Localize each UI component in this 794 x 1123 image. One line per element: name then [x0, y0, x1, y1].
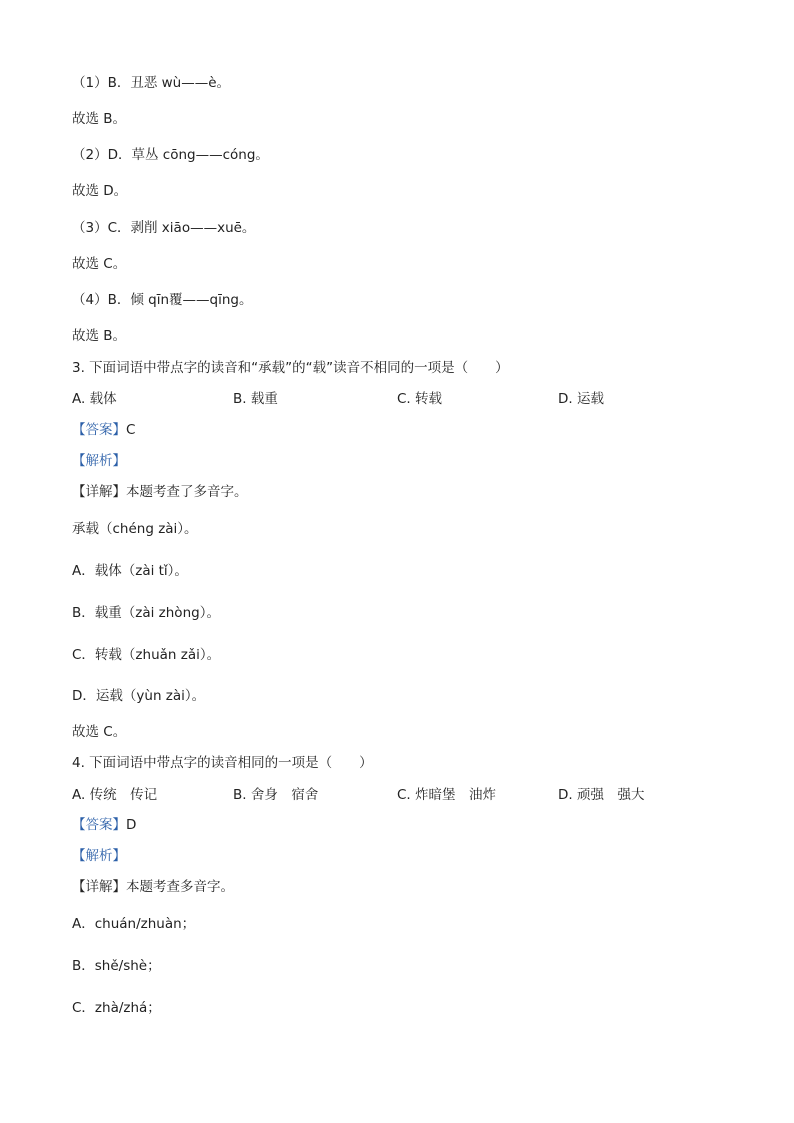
- q4-option-b: B. 舍身 宿舍: [233, 787, 319, 803]
- q3-detail: [72, 483, 248, 501]
- q4-stem: 4. 下面词语中带点字的读音相同的一项是（ ）: [72, 755, 373, 771]
- q3-option-a: A. 载体: [72, 391, 117, 407]
- q2-conclusion-1: 故选 B。: [72, 111, 127, 127]
- q3-analysis-tag: 【解析】: [72, 453, 126, 469]
- answer-tag: 【答案】: [72, 817, 126, 833]
- q2-conclusion-4: 故选 B。: [72, 328, 127, 344]
- q4-analysis-tag: 【解析】: [72, 848, 126, 864]
- q2-conclusion-3: 故选 C。: [72, 256, 127, 272]
- q2-answer-3: （3）C．剥削 xiāo——xuē。: [72, 220, 256, 236]
- q3-stem: 3. 下面词语中带点字的读音和“承载”的“载”读音不相同的一项是（ ）: [72, 360, 509, 376]
- q3-explain-4: D．运载（yùn zài）。: [72, 688, 206, 704]
- detail-text: 本题考查了多音字。: [126, 484, 248, 500]
- q3-option-b: B. 载重: [233, 391, 278, 407]
- q2-conclusion-2: 故选 D。: [72, 183, 128, 199]
- q4-explain-0: A．chuán/zhuàn；: [72, 916, 196, 932]
- answer-value: C: [126, 422, 136, 438]
- q2-answer-4: （4）B．倾 qīn覆——qīng。: [72, 292, 253, 308]
- q4-option-a: A. 传统 传记: [72, 787, 158, 803]
- q4-option-c: C. 炸暗堡 油炸: [397, 787, 497, 803]
- detail-tag: 【详解】: [72, 484, 126, 500]
- answer-value: D: [126, 817, 137, 833]
- q3-explain-3: C．转载（zhuǎn zǎi）。: [72, 647, 221, 663]
- answer-tag: 【答案】: [72, 422, 126, 438]
- q2-answer-2: （2）D．草丛 cōng——cóng。: [72, 147, 269, 163]
- q4-answer: [72, 816, 136, 834]
- q3-answer: [72, 421, 135, 439]
- q3-explain-1: A．载体（zài tǐ）。: [72, 563, 188, 579]
- q3-option-d: D. 运载: [558, 391, 604, 407]
- q4-explain-1: B．shě/shè；: [72, 958, 161, 974]
- q4-detail: [72, 878, 234, 896]
- q3-explain-0: 承载（chéng zài）。: [72, 521, 198, 537]
- q3-explain-2: B．载重（zài zhòng）。: [72, 605, 220, 621]
- detail-text: 本题考查多音字。: [126, 879, 234, 895]
- q2-answer-1: （1）B．丑恶 wù——è。: [72, 75, 231, 91]
- q4-explain-2: C．zhà/zhá；: [72, 1000, 161, 1016]
- q4-option-d: D. 顽强 强大: [558, 787, 645, 803]
- q3-explain-5: 故选 C。: [72, 724, 127, 740]
- detail-tag: 【详解】: [72, 879, 126, 895]
- q3-option-c: C. 转载: [397, 391, 443, 407]
